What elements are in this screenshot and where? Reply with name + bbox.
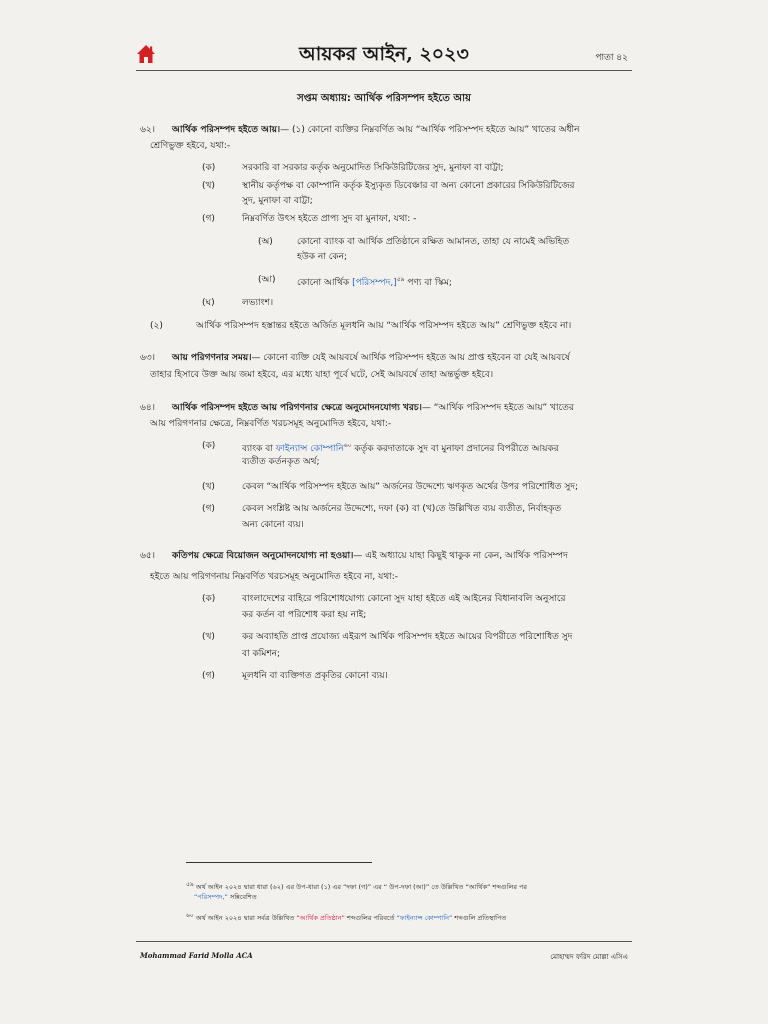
clause-label: (ক) — [202, 163, 216, 173]
clause-62-ka: সরকারি বা সরকার কর্তৃক অনুমোদিত সিকিউরিটিজের সুদ, মুনাফা বা বাট্টা; — [242, 163, 504, 173]
subclause-label: (আ) — [258, 275, 276, 285]
subsection-label: (২) — [150, 321, 163, 331]
amendment-link[interactable]: [পরিসম্পদ,] — [352, 278, 397, 288]
book-title: আয়কর আইন, ২০২৩ — [299, 43, 469, 65]
subclause-62-a-line2: হউক না কেন; — [297, 252, 348, 262]
clause-62-kha-line2: সুদ, মুনাফা বা বাট্টা; — [242, 196, 313, 206]
clause-65-kha-line1: কর অব্যাহতি প্রাপ্ত প্রযোজ্য এইরূপ আর্থিক পরিসম্পদ হইতে আয়ের বিপরীতে পরিশোধিত সুদ — [242, 632, 573, 642]
header-rule — [136, 70, 632, 71]
footer-author-en: Mohammad Farid Molla ACA — [140, 951, 253, 960]
clause-label: (ঘ) — [202, 298, 215, 308]
clause-65-kha-line2: বা কমিশন; — [242, 649, 281, 659]
section-63-heading: আয় পরিগণনার সময়। — [172, 353, 252, 363]
clause-62-ga: নিম্নবর্ণিত উৎস হইতে প্রাপ্য সুদ বা মুনাফা, যথা: - — [242, 214, 417, 224]
section-63-number: ৬৩। — [140, 353, 155, 363]
footnote-59-line2: “পরিসম্পদ,” সন্নিবেশিত — [194, 893, 257, 901]
clause-65-ka-line1: বাংলাদেশের বাহিরে পরিশোধযোগ্য কোনো সুদ যাহা হইতে এই আইনের বিধানাবলি অনুসারে — [242, 594, 566, 604]
subsection-62-2: আর্থিক পরিসম্পদ হস্তান্তর হইতে অর্জিত মূলধনি আয় “আর্থিক পরিসম্পদ হইতে আয়” শ্রেণিভুক্ত হইবে না। — [196, 321, 572, 331]
subclause-label: (অ) — [258, 237, 273, 247]
section-63-line2: তাহার হিসাবে উক্ত আয় জমা হইবে, এর মধ্যে যাহা পূর্বে ঘটে, সেই আয়বর্ষে তাহা অন্তর্ভুক্ত হইবে। — [150, 370, 494, 380]
amendment-link[interactable]: ফাইন্যান্স কোম্পানি — [275, 444, 344, 454]
footnote-ref-60[interactable]: ৬০ — [343, 442, 352, 449]
footnote-old-term: “আর্থিক প্রতিষ্ঠান” — [296, 914, 345, 923]
footer-author-bn: মোহাম্মদ ফরিদ মোল্লা এসিএ — [550, 953, 628, 961]
clause-label: (খ) — [202, 482, 215, 492]
section-62-line2: শ্রেণিভুক্ত হইবে, যথা:- — [150, 141, 231, 151]
section-64-line1: আর্থিক পরিসম্পদ হইতে আয় পরিগণনার ক্ষেত্রে অনুমোদনযোগ্য খরচ।— “আর্থিক পরিসম্পদ হইতে আয়” খাতের — [172, 403, 574, 413]
section-63-line1: আয় পরিগণনার সময়।— কোনো ব্যক্তি যেই আয়বর্ষে আর্থিক পরিসম্পদ হইতে আয় প্রাপ্ত হইবেন বা যেই আয়বর্ষে — [172, 353, 570, 363]
footnote-rule — [186, 862, 372, 863]
clause-62-gha: লভ্যাংশ। — [242, 298, 274, 308]
section-64-number: ৬৪। — [140, 403, 155, 413]
subclause-62-aa: কোনো আর্থিক [পরিসম্পদ,]$^{৫৯}$ পণ্য বা স্কিম; — [297, 276, 452, 288]
section-65-line1: কতিপয় ক্ষেত্রে বিয়োজন অনুমোদনযোগ্য না হওয়া।— এই অধ্যায়ে যাহা কিছুই থাকুক না কেন, আর্থিক পরিসম্পদ — [172, 551, 568, 561]
clause-64-ga-line2: অন্য কোনো ব্যয়। — [242, 520, 304, 530]
clause-65-ga: মূলধনি বা ব্যক্তিগত প্রকৃতির কোনো ব্যয়। — [242, 671, 388, 681]
section-65-number: ৬৫। — [140, 551, 155, 561]
clause-label: (ক) — [202, 594, 216, 604]
page-number: পাতা ৪২ — [595, 53, 628, 63]
section-62-line1: আর্থিক পরিসম্পদ হইতে আয়।— (১) কোনো ব্যক্তির নিম্নবর্ণিত আয় “আর্থিক পরিসম্পদ হইতে আয়” খাতের অধীন — [172, 125, 580, 135]
footnote-ref-59[interactable]: ৫৯ — [396, 276, 405, 283]
footer-rule — [136, 941, 632, 942]
section-62-heading: আর্থিক পরিসম্পদ হইতে আয়। — [172, 125, 281, 135]
clause-label: (খ) — [202, 181, 215, 191]
section-65-line2: হইতে আয় পরিগণনায় নিম্নবর্ণিত খরচসমূহ অনুমোদিত হইবে না, যথা:- — [150, 572, 399, 582]
footnote-59-line1: ৫৯ অর্থ আইন ২০২৪ দ্বারা ধারা (৬২) এর উপ-ধারা (১) এর “দফা (গ)” এর “ উপ-দফা (আ)” তে উল্লিখিত “আর্থিক” শব্দগুলির পর — [186, 881, 527, 892]
chapter-title: সপ্তম অধ্যায়: আর্থিক পরিসম্পদ হইতে আয় — [297, 93, 471, 104]
clause-label: (গ) — [202, 214, 215, 224]
clause-label: (গ) — [202, 504, 215, 514]
clause-label: (ক) — [202, 441, 216, 451]
section-64-line2: আয় পরিগণনার ক্ষেত্রে, নিম্নবর্ণিত খরচসমূহ অনুমোদিত হইবে, যথা:- — [150, 419, 392, 429]
clause-64-ka-line2: ব্যতীত কর্তনকৃত অর্থ; — [242, 457, 320, 467]
clause-65-ka-line2: কর কর্তন বা পরিশোধ করা হয় নাই; — [242, 610, 367, 620]
section-65-heading: কতিপয় ক্ষেত্রে বিয়োজন অনুমোদনযোগ্য না হওয়া। — [172, 551, 354, 561]
subclause-62-a-line1: কোনো ব্যাংক বা আর্থিক প্রতিষ্ঠানে রক্ষিত আমানত, তাহা যে নামেই অভিহিত — [297, 237, 570, 247]
footnote-60: ৬০ অর্থ আইন ২০২৪ দ্বারা সর্বত্র উল্লিখিত “আর্থিক প্রতিষ্ঠান” শব্দগুলির পরিবর্তে “ফাইন্যান্স কোম্পানি” শব্দগুলি প্রতিস্থাপিত — [186, 912, 507, 923]
clause-label: (খ) — [202, 632, 215, 642]
clause-64-ga-line1: কেবল সংশ্লিষ্ট আয় অর্জনের উদ্দেশ্যে, দফা (ক) বা (খ)তে উল্লিখিত ব্যয় ব্যতীত, নির্বাহকৃত — [242, 504, 562, 514]
clause-64-ka-line1: ব্যাংক বা ফাইন্যান্স কোম্পানি$^{৬০}$ কর্তৃক করদাতাকে সুদ বা মুনাফা প্রদানের বিপরীতে আয়কর — [242, 442, 559, 454]
clause-label: (গ) — [202, 671, 215, 681]
footnote-new-term[interactable]: “ফাইন্যান্স কোম্পানি” — [396, 914, 453, 923]
clause-62-kha-line1: স্থানীয় কর্তৃপক্ষ বা কোম্পানি কর্তৃক ইস্যুকৃত ডিবেঞ্চার বা অন্য কোনো প্রকারের সিকিউরিটিজের — [242, 181, 575, 191]
clause-64-kha: কেবল “আর্থিক পরিসম্পদ হইতে আয়” অর্জনের উদ্দেশ্যে ঋণকৃত অর্থের উপর পরিশোধিত সুদ; — [242, 482, 579, 492]
footnote-link[interactable]: “পরিসম্পদ,” — [194, 893, 228, 901]
section-64-heading: আর্থিক পরিসম্পদ হইতে আয় পরিগণনার ক্ষেত্রে অনুমোদনযোগ্য খরচ। — [172, 403, 422, 413]
section-62-number: ৬২। — [140, 125, 155, 135]
